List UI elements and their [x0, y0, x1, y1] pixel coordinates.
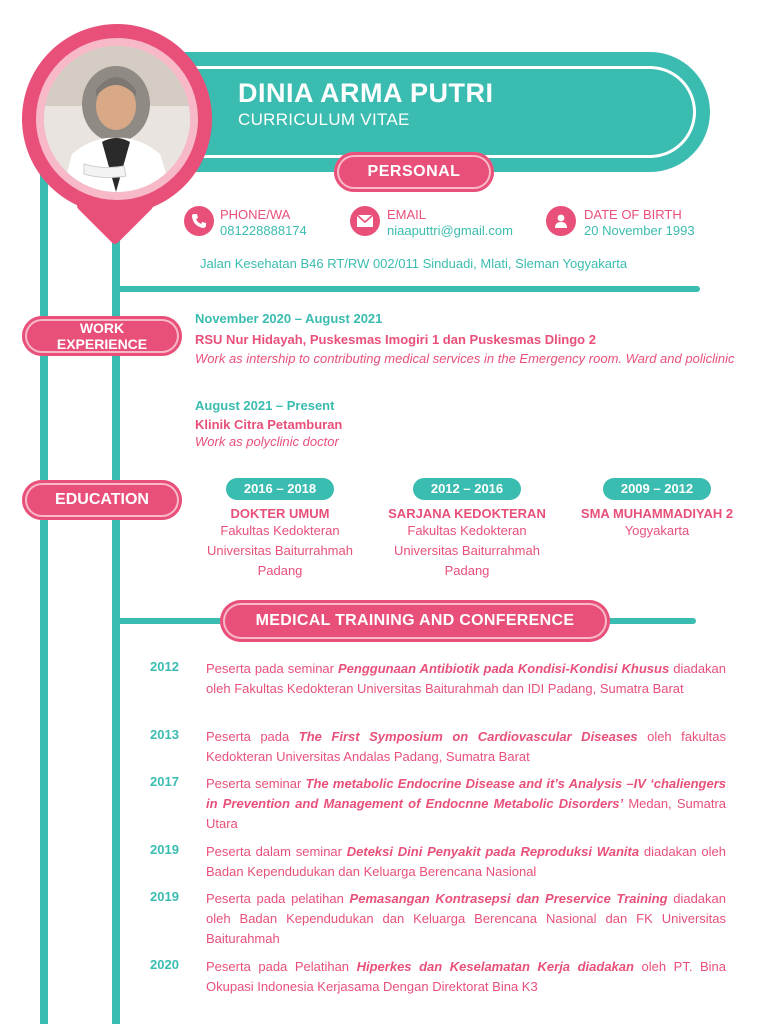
- work-date: November 2020 – August 2021: [195, 311, 383, 326]
- section-title-work: [22, 316, 182, 356]
- work-title-line1: WORK: [79, 320, 125, 336]
- education-line: Padang: [257, 563, 303, 578]
- avatar: [44, 46, 190, 192]
- education-line: Universitas Baiturrahmah: [394, 543, 540, 558]
- work-description: Work as intership to contributing medical services in the Emergency room. Ward and policlinic: [195, 351, 735, 366]
- education-degree: SMA MUHAMMADIYAH 2: [580, 506, 734, 521]
- education-years: 2012 – 2016: [413, 478, 521, 500]
- section-title-education: EDUCATION: [22, 480, 182, 520]
- email-value: niaaputtri@gmail.com: [387, 223, 513, 238]
- profile-photo: [44, 46, 190, 192]
- work-item: [195, 311, 740, 369]
- education-item: [372, 478, 562, 581]
- training-year: 2013: [150, 727, 179, 742]
- section-title-training: MEDICAL TRAINING AND CONFERENCE: [220, 600, 610, 642]
- dob-value: 20 November 1993: [584, 223, 695, 238]
- work-place: RSU Nur Hidayah, Puskesmas Imogiri 1 dan Puskesmas Dlingo 2: [195, 332, 596, 347]
- education-line: Universitas Baiturrahmah: [207, 543, 353, 558]
- training-year: 2019: [150, 842, 179, 857]
- education-line: Yogyakarta: [624, 523, 690, 538]
- work-description: Work as polyclinic doctor: [195, 434, 339, 449]
- education-line: Fakultas Kedokteran: [407, 523, 527, 538]
- training-text: Peserta pada The First Symposium on Cardiovascular Diseases oleh fakultas Kedokteran Universitas Andalas Padang, Sumatra Barat: [206, 729, 726, 764]
- training-year: 2020: [150, 957, 179, 972]
- dob-label: DATE OF BIRTH: [584, 207, 682, 222]
- work-place: Klinik Citra Petamburan: [195, 417, 343, 432]
- education-degree: SARJANA KEDOKTERAN: [388, 506, 546, 521]
- divider-personal: [112, 286, 700, 292]
- section-title-personal: PERSONAL: [334, 152, 494, 192]
- training-text: Peserta dalam seminar Deteksi Dini Penyakit pada Reproduksi Wanita diadakan oleh Badan Kependudukan dan Keluarga Berencana Nasional: [206, 844, 726, 879]
- person-name: DINIA ARMA PUTRI: [238, 78, 494, 108]
- training-year: 2017: [150, 774, 179, 789]
- education-item: [185, 478, 375, 581]
- education-line: Fakultas Kedokteran: [220, 523, 340, 538]
- education-item: [562, 478, 752, 541]
- training-year: 2019: [150, 889, 179, 904]
- phone-block: [184, 206, 214, 236]
- phone-label: PHONE/WA: [220, 207, 291, 222]
- training-text: Peserta seminar The metabolic Endocrine Disease and it’s Analysis –IV ‘chaliengers in Prevention and Management of Endocnne Metabolic Disorders’ Medan, Sumatra Utara: [206, 776, 727, 831]
- phone-value: 081228888174: [220, 223, 307, 238]
- address: Jalan Kesehatan B46 RT/RW 002/011 Sinduadi, Mlati, Sleman Yogyakarta: [200, 256, 628, 271]
- training-text: Peserta pada pelatihan Pemasangan Kontrasepsi dan Preservice Training diadakan oleh Badan Kependudukan dan Keluarga Berencana Nasional dan FK Universitas Baiturahmah: [206, 891, 726, 946]
- email-block: [350, 206, 380, 236]
- training-text: Peserta pada Pelatihan Hiperkes dan Keselamatan Kerja diadakan oleh PT. Bina Okupasi Indonesia Kerjasama Dengan Direktorat Bina K3: [206, 959, 726, 994]
- education-degree: DOKTER UMUM: [230, 506, 330, 521]
- person-icon: [546, 206, 576, 236]
- email-label: EMAIL: [387, 207, 427, 222]
- training-text: Peserta pada seminar Penggunaan Antibiotik pada Kondisi-Kondisi Khusus diadakan oleh Fakultas Kedokteran Universitas Baiturahmah dan IDI Padang, Sumatra Barat: [206, 661, 727, 696]
- phone-icon: [184, 206, 214, 236]
- left-vertical-line: [40, 120, 48, 1024]
- education-years: 2016 – 2018: [226, 478, 334, 500]
- document-subtitle: CURRICULUM VITAE: [238, 110, 410, 129]
- work-date: August 2021 – Present: [195, 398, 335, 413]
- education-line: Padang: [444, 563, 490, 578]
- dob-block: [546, 206, 576, 236]
- education-years: 2009 – 2012: [603, 478, 711, 500]
- email-icon: [350, 206, 380, 236]
- work-title-line2: EXPERIENCE: [56, 336, 148, 352]
- training-year: 2012: [150, 659, 179, 674]
- work-item: [195, 398, 740, 452]
